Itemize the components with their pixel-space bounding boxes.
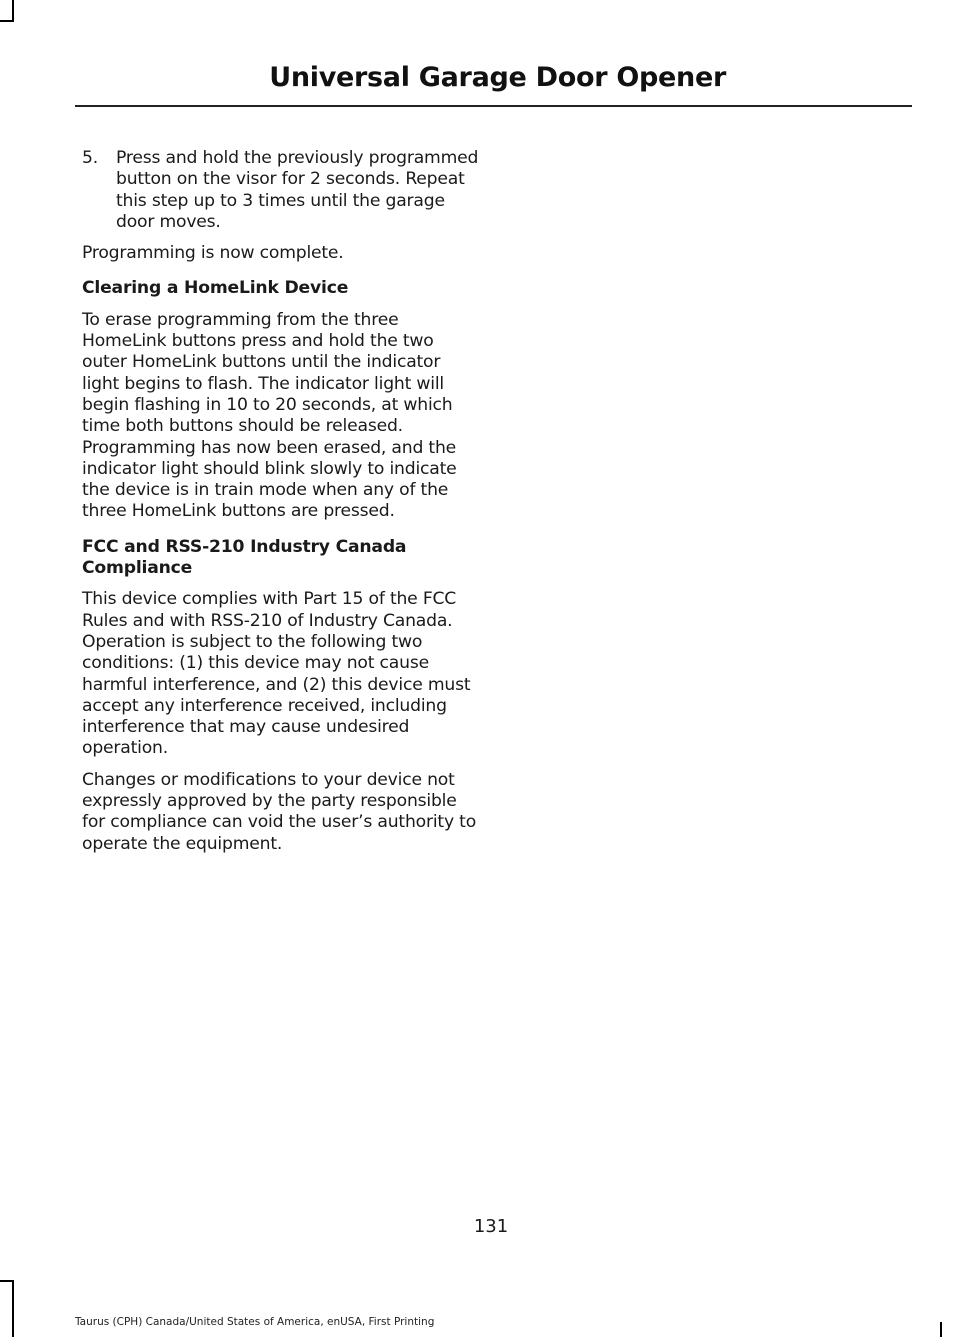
crop-mark-top-left-h — [0, 20, 14, 22]
crop-mark-top-left-v — [12, 0, 14, 22]
crop-mark-bottom-left-h — [0, 1280, 14, 1282]
step-number: 5. — [82, 148, 98, 168]
paragraph-programming-complete: Programming is now complete. — [82, 243, 344, 264]
page-title: Universal Garage Door Opener — [269, 62, 726, 93]
heading-fcc-compliance: FCC and RSS-210 Industry Canada Compliance — [82, 536, 407, 579]
list-item — [82, 148, 480, 233]
step-text: Press and hold the previously programmed button on the visor for 2 seconds. Repeat this step up to 3 times until the garage door moves. — [116, 148, 479, 232]
page-number: 131 — [473, 1216, 509, 1237]
crop-mark-bottom-left-v — [12, 1280, 14, 1337]
paragraph-fcc-body-1: This device complies with Part 15 of the FCC Rules and with RSS-210 of Industry Canada. Operation is subject to the following two conditions: (1) this device may not cause harmful interference, and (2) this device must accept any interference received, including interference that may cause undesired operation. — [82, 589, 471, 759]
main-content — [82, 148, 480, 865]
paragraph-clearing-body: To erase programming from the three HomeLink buttons press and hold the two outer HomeLink buttons until the indicator light begins to flash. The indicator light will begin flashing in 10 to 20 seconds, at which time both buttons should be released. Programming has now been erased, and the indicator light should blink slowly to indicate the device is in train mode when any of the three HomeLink buttons are pressed. — [82, 309, 457, 522]
header-divider — [75, 105, 912, 107]
crop-mark-bottom-right-v — [940, 1322, 942, 1337]
heading-clearing-homelink: Clearing a HomeLink Device — [82, 278, 349, 299]
paragraph-fcc-body-2: Changes or modifications to your device not expressly approved by the party responsible for compliance can void the user’s authority to operate the equipment. — [82, 769, 477, 854]
footer-edition: Taurus (CPH) Canada/United States of America, enUSA, First Printing — [75, 1316, 435, 1328]
